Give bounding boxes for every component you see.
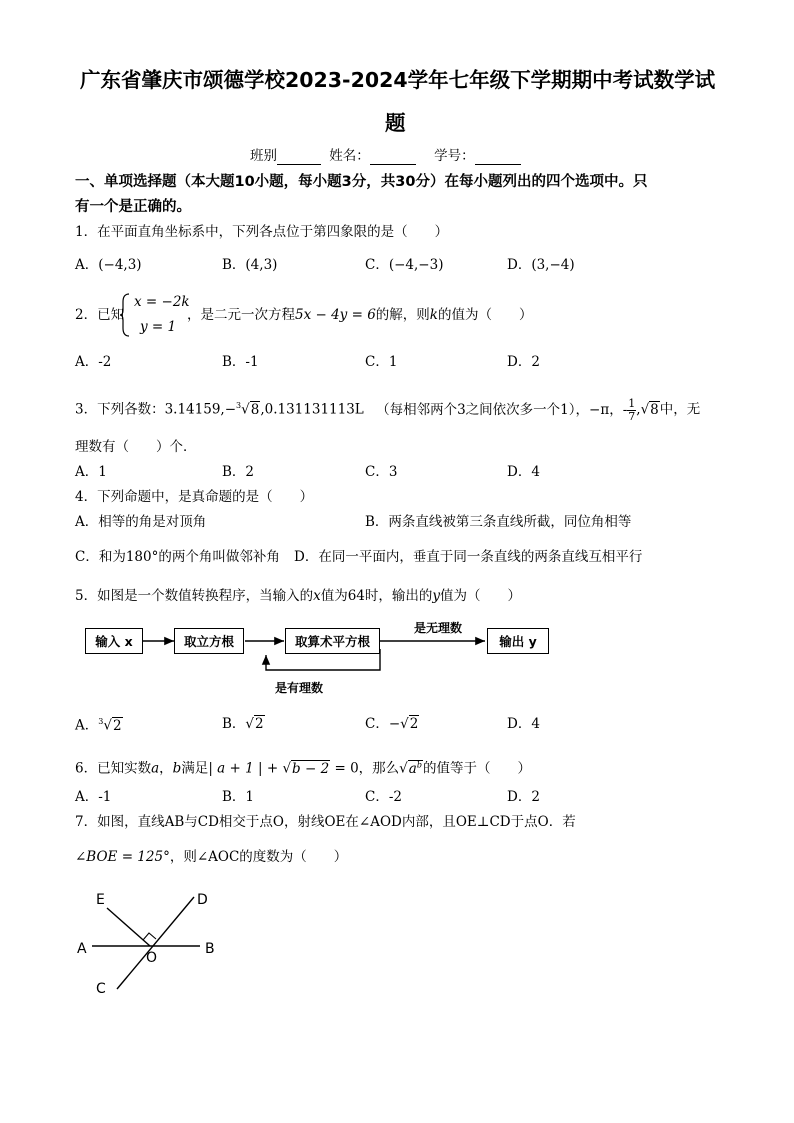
label-e: E [96,892,105,908]
q2-tail: 的解，则 [375,307,430,323]
q6-option-a: A．-1 [75,789,112,805]
q4-option-c [75,551,280,565]
q2-option-b: B．-1 [222,354,259,370]
q3-fraction [627,398,636,422]
name-label: 姓名： [329,148,370,164]
q7-line1: 7．如图，直线AB与CD相交于点O，射线OE在∠AOD内部，且OE⊥CD于点O．若 [75,814,576,830]
q3-cbrt-index: 3 [236,401,242,411]
q5-x: x [313,588,321,604]
q3-option-b: B．2 [222,464,255,480]
q1-stem: 1．在平面直角坐标系中，下列各点位于第四象限的是（ ） [75,224,449,240]
q3-comma: , [636,401,641,418]
q5-optc-radicand: 2 [409,716,419,732]
radical-icon: √ [241,401,250,418]
page-title-line2: 题 [385,111,406,135]
flow-cube-root-box: 取立方根 [174,628,244,654]
q6-stem [75,761,531,776]
label-b: B [205,941,215,957]
q4-stem: 4．下列命题中，是真命题的是（ ） [75,489,314,505]
q6-plus: + [262,760,283,777]
radical-icon: √ [640,401,650,418]
q6-end: 的值等于（ ） [422,760,531,777]
q6-option-b: B．1 [222,789,255,805]
q3-sqrt-radicand: 8 [650,401,659,418]
name-blank[interactable] [370,150,416,165]
q5-y: y [432,588,441,604]
q5-stem-pre: 5．如图是一个数值转换程序，当输入的 [75,588,314,604]
q4-optc-post: 的两个角叫做邻补角 [158,549,280,565]
q3-tail: 中，无 [659,401,701,418]
flow-output-box: 输出 y [487,628,549,654]
q2-mid: ，是二元一次方程 [187,307,295,323]
q7-line2-pre: ∠BOE = 125° [75,849,170,865]
q4-optc-val: 180° [125,549,159,565]
label-c: C [96,981,106,997]
q5-option-a [75,718,123,733]
q6-option-c: C．-2 [365,789,402,805]
q5-option-b [222,718,265,732]
q7-line2 [75,851,347,865]
class-label: 班别 [250,148,277,164]
q5-option-c [365,718,419,732]
q3-decimal: ,0.131131113L [260,401,364,418]
q4-option-a: A．相等的角是对顶角 [75,514,207,530]
flow-sqrt-box: 取算术平方根 [285,628,380,654]
q5-optb-label: B． [222,716,246,732]
q2-var-k: k [429,307,438,323]
radical-icon: √ [245,716,255,732]
page-title-line1: 广东省肇庆市颂德学校2023-2024学年七年级下学期期中考试数学试 [80,68,716,92]
q3-frac-num: 1 [628,397,636,410]
q1-option-b: B．(4,3) [222,257,278,273]
q1-option-d: D．(3,−4) [507,257,575,273]
q6-radicand: b − 2 [292,760,330,777]
id-label: 学号： [434,148,475,164]
section-heading-line2: 有一个是正确的。 [75,199,191,215]
q5-stem-post: 值为（ ） [440,588,522,604]
q2-num: 2．已知 [75,307,125,323]
flow-input-box: 输入 x [85,628,143,654]
radical-icon: √ [400,716,409,732]
q5-optb-radicand: 2 [255,716,264,732]
q2-system-line1: x = −2k [134,294,190,310]
radical-icon: √ [399,760,408,777]
q4-option-d: D．在同一平面内，垂直于同一条直线的两条直线互相平行 [294,549,643,565]
q3-neg: − [224,401,237,418]
q3-note: （每相邻两个3之间依次多一个1），−π，- [376,401,628,418]
label-a: A [77,941,87,957]
flow-rational-label: 是有理数 [275,681,324,695]
q2-text [187,309,532,323]
label-d: D [197,892,208,908]
q3-lead: 3．下列各数：3.14159, [75,401,225,418]
q3-cbrt-radicand: 8 [250,401,260,418]
q6-abs: | a + 1 | [208,760,263,777]
q2-option-d: D．2 [507,354,540,370]
class-blank[interactable] [277,150,321,165]
q6-pow-exp: b [416,760,422,769]
q5-stem [75,590,521,604]
q5-option-d: D．4 [507,716,540,732]
q6-power [408,760,423,777]
q3-option-c: C．3 [365,464,398,480]
q3-option-d: D．4 [507,464,540,480]
q6-comma: ， [159,760,173,777]
q5-optc-neg: − [388,716,401,732]
q5-opta-radicand: 2 [112,717,122,734]
q5-opta-index: 3 [98,717,104,726]
right-angle-mark [143,933,156,940]
q6-cond: 满足 [181,760,209,777]
q3-frac-den: 7 [628,409,636,423]
q1-option-c: C．(−4,−3) [365,257,444,273]
q7-line2-post: ，则∠AOC的度数为（ ） [169,849,348,865]
q3-line1 [75,398,700,422]
q6-b: b [172,760,182,777]
q2-system-line2: y = 1 [140,319,177,335]
q6-pre: 6．已知实数 [75,760,152,777]
q6-eq0: = 0 [330,760,359,777]
q7-figure [70,880,230,1005]
q1-option-a: A．(−4,3) [75,257,142,273]
id-blank[interactable] [475,150,521,165]
q4-optc-pre: C．和为 [75,549,126,565]
q3-line2: 理数有（ ）个． [75,439,197,455]
q2-option-c: C．1 [365,354,398,370]
q5-optc-label: C． [365,716,389,732]
q6-pow-base: a [408,760,417,777]
radical-icon: √ [103,717,112,734]
q2-option-a: A．-2 [75,354,112,370]
q5-stem-mid: 值为64时，输出的 [320,588,433,604]
q6-option-d: D．2 [507,789,540,805]
q3-option-a: A．1 [75,464,107,480]
ray-oe [107,908,150,946]
flow-irrational-label: 是无理数 [414,621,463,635]
label-o: O [146,950,158,966]
section-heading-line1: 一、单项选择题（本大题10小题，每小题3分，共30分）在每小题列出的四个选项中。只 [75,174,648,190]
q2-brace [119,292,131,338]
q6-then: ，那么 [358,760,400,777]
q5-opta-label: A． [75,717,99,734]
q2-end: 的值为（ ） [437,307,533,323]
q6-a: a [151,760,160,777]
radical-icon: √ [282,760,292,777]
student-info [250,150,521,165]
q2-equation: 5x − 4y = 6 [295,307,376,323]
q4-option-b: B．两条直线被第三条直线所截，同位角相等 [365,514,632,530]
line-cd [117,897,194,989]
